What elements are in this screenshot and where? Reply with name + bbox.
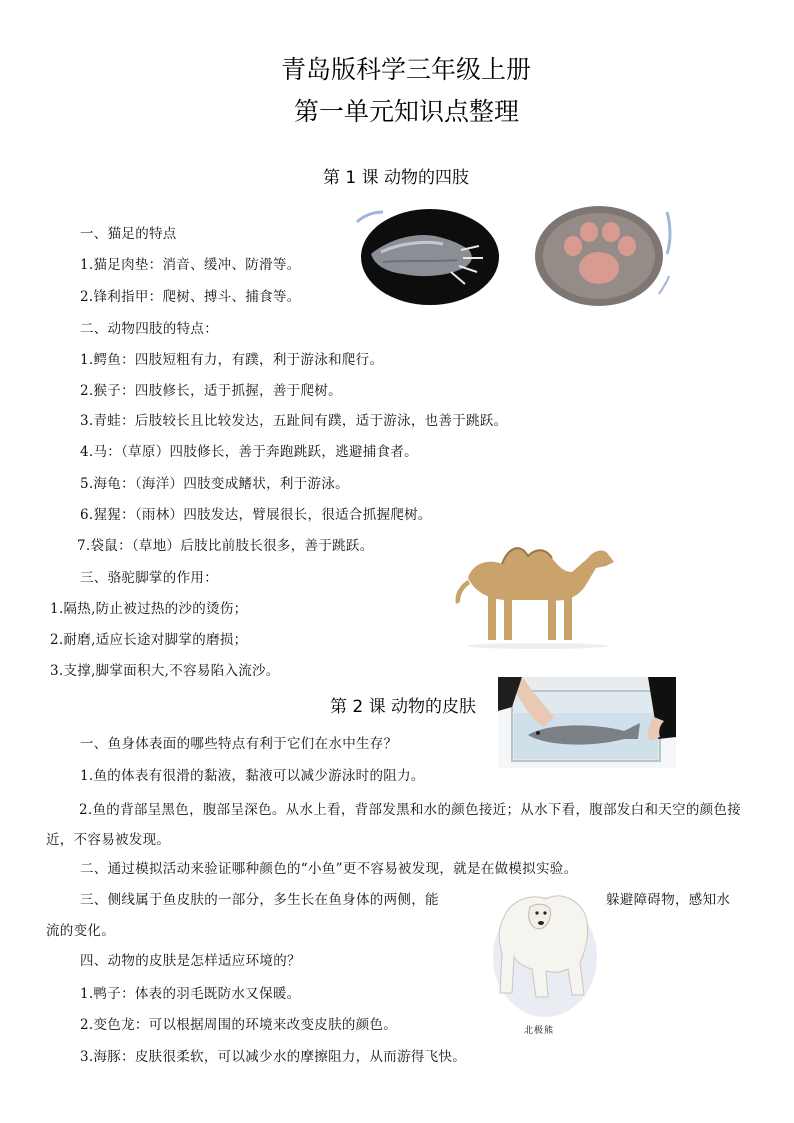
section2-title: 二、动物四肢的特点： <box>80 321 218 337</box>
section2-item-3: 3.青蛙：后肢较长且比较发达，五趾间有蹼，适于游泳，也善于跳跃。 <box>80 413 508 429</box>
section2-item-1: 1.鳄鱼：四肢短粗有力，有蹼，利于游泳和爬行。 <box>80 352 384 368</box>
section1-item-1: 1.猫足肉垫：消音、缓冲、防滑等。 <box>80 257 301 273</box>
section1-item-2: 2.锋利指甲：爬树、搏斗、捕食等。 <box>80 289 301 305</box>
page-title-line1: 青岛版科学三年级上册 <box>281 55 532 84</box>
q2-text: 二、通过模拟活动来验证哪种颜色的“小鱼”更不容易被发现，就是在做模拟实验。 <box>80 861 578 877</box>
q4-item-3: 3.海豚：皮肤很柔软，可以减少水的摩擦阻力，从而游得飞快。 <box>80 1049 467 1065</box>
q4-item-1: 1.鸭子：体表的羽毛既防水又保暖。 <box>80 986 301 1002</box>
q1-title: 一、鱼身体表面的哪些特点有利于它们在水中生存？ <box>80 736 398 752</box>
q1-item-1: 1.鱼的体表有很滑的黏液，黏液可以减少游泳时的阻力。 <box>80 768 425 784</box>
lesson1-heading: 第 1 课 动物的四肢 <box>323 168 470 188</box>
cat-paw-pads-image <box>533 202 673 310</box>
camel-image <box>448 528 628 650</box>
section3-item-3: 3.支撑,脚掌面积大,不容易陷入流沙。 <box>50 663 280 679</box>
section3-item-1: 1.隔热,防止被过热的沙的烫伤； <box>50 601 248 617</box>
q4-item-2: 2.变色龙：可以根据周围的环境来改变皮肤的颜色。 <box>80 1017 398 1033</box>
section2-item-5: 5.海龟：（海洋）四肢变成鳍状，利于游泳。 <box>80 476 349 492</box>
q3-text-start: 三、侧线属于鱼皮肤的一部分，多生长在鱼身体的两侧，能 <box>80 892 439 908</box>
polar-bear-image <box>490 883 600 1018</box>
q3-text-end: 躲避障碍物，感知水 <box>606 892 731 908</box>
polar-bear-caption: 北极熊 <box>524 1026 555 1036</box>
page-title-line2: 第一单元知识点整理 <box>294 97 520 126</box>
section2-item-6: 6.猩猩：（雨林）四肢发达，臂展很长，很适合抓握爬树。 <box>80 507 432 523</box>
fish-tank-image <box>498 677 676 768</box>
lesson2-heading: 第 2 课 动物的皮肤 <box>330 697 477 717</box>
cat-paw-claws-image <box>353 202 501 312</box>
section3-title: 三、骆驼脚掌的作用： <box>80 570 218 586</box>
q4-title: 四、动物的皮肤是怎样适应环境的？ <box>80 953 301 969</box>
q3-text-continued: 流的变化。 <box>46 923 115 939</box>
q1-item-2: 2.鱼的背部呈黑色，腹部呈深色。从水上看，背部发黑和水的颜色接近；从水下看，腹部发白和天空的颜色接近，不容易被发现。 <box>46 802 742 848</box>
section1-title: 一、猫足的特点 <box>80 226 177 242</box>
section2-item-4: 4.马：（草原）四肢修长，善于奔跑跳跃，逃避捕食者。 <box>80 444 418 460</box>
section2-item-7: 7.袋鼠：（草地）后肢比前肢长很多，善于跳跃。 <box>77 538 374 554</box>
section3-item-2: 2.耐磨,适应长途对脚掌的磨损； <box>50 632 248 648</box>
section2-item-2: 2.猴子：四肢修长，适于抓握，善于爬树。 <box>80 383 342 399</box>
